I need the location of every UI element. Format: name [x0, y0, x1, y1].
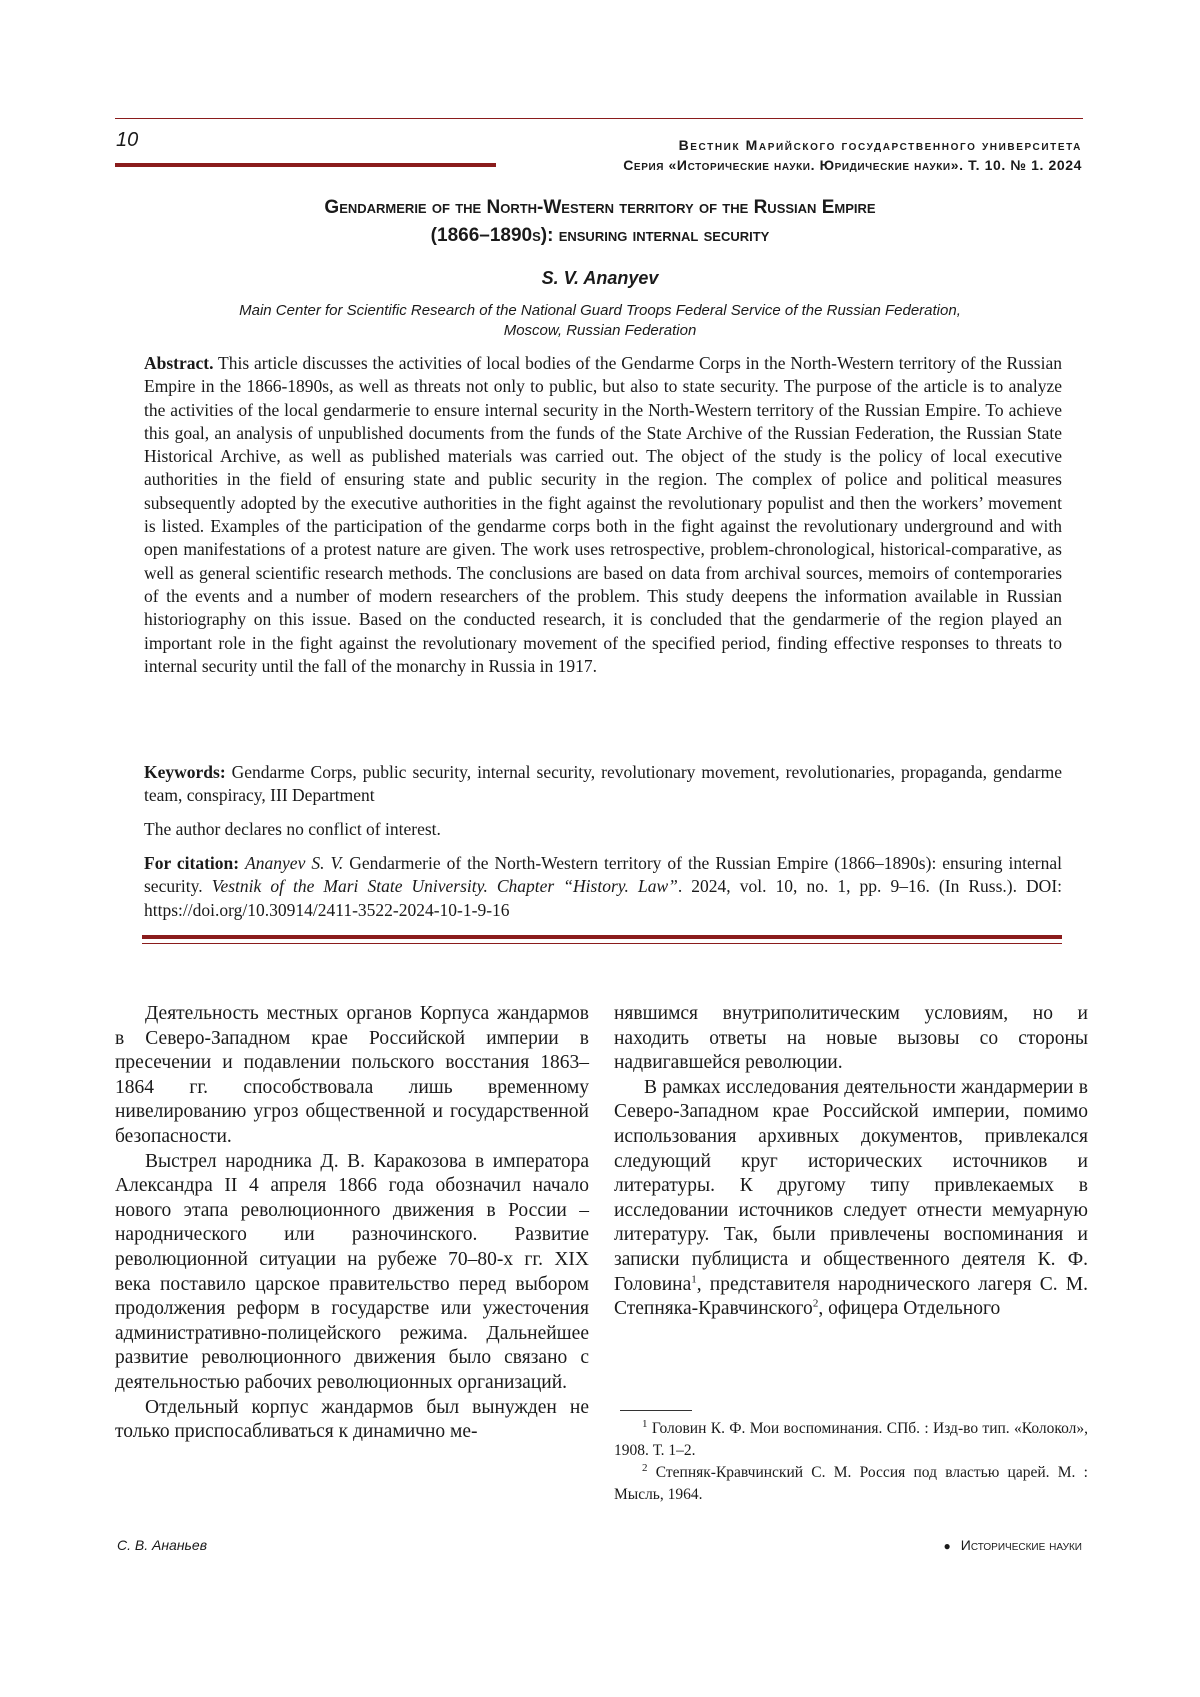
keywords-label: Keywords: [144, 762, 226, 782]
section-divider-thick [142, 935, 1062, 939]
body-paragraph: Отдельный корпус жандармов был вынужден не только приспосабливаться к динамично ме- [115, 1396, 589, 1443]
article-author: S. V. Ananyev [541, 268, 659, 288]
author-affiliation [200, 301, 1000, 341]
footer-author: С. В. Ананьев [117, 1537, 207, 1553]
body-column-right [614, 1002, 1088, 1322]
page-number: 10 [116, 129, 139, 151]
body-paragraph [614, 1076, 1088, 1322]
footnote-mark: 1 [642, 1417, 648, 1430]
body-text: , офицера Отдельного [818, 1298, 1001, 1320]
footnote-ref[interactable]: 2 [812, 1297, 819, 1310]
article-title-line2: (1866–1890s): ensuring internal security [430, 225, 770, 246]
body-text: , представителя народнического лагеря С. М. Степняка-Кравчинского [614, 1273, 1088, 1320]
keywords [144, 761, 1062, 808]
body-paragraph: нявшимся внутриполитическим условиям, но и находить ответы на новые вызовы со стороны надвигавшейся революции. [614, 1003, 1088, 1074]
body-paragraph: Деятельность местных органов Корпуса жандармов в Северо-Западном крае Российской империи в пресечении и подавлении польского восстания 1863–1864 гг. способствовала лишь временному нивелированию угроз общественной и государственной безопасности. [115, 1003, 589, 1147]
citation-journal: Vestnik of the Mari State University. Chapter “History. Law” [211, 876, 678, 897]
footer-section [944, 1537, 1082, 1553]
citation-details: . 2024, vol. 10, no. 1, pp. 9–16. (In Russ.). DOI: https://doi.org/10.30914/2411-3522-2024-10-1-9-16 [144, 876, 1063, 920]
section-divider-thin [142, 943, 1062, 944]
citation-title: Gendarmerie of the North-Western territory of the Russian Empire (1866–1890s): ensuring internal security. [144, 853, 1062, 897]
footnote-text: Головин К. Ф. Мои воспоминания. СПб. : Изд-во тип. «Колокол», 1908. Т. 1–2. [614, 1420, 1088, 1459]
bullet-icon: ● [943, 1539, 951, 1553]
affiliation-line1: Main Center for Scientific Research of the National Guard Troops Federal Service of the Russian Federation, [239, 302, 961, 319]
journal-series: Серия «Исторические науки. Юридические науки». Т. 10. № 1. 2024 [623, 157, 1082, 173]
header-accent-bar [115, 163, 496, 167]
keywords-text: Gendarme Corps, public security, internal security, revolutionary movement, revolutionaries, propaganda, gendarme team, conspiracy, III Department [144, 762, 1062, 806]
body-text: В рамках исследования деятельности жандармерии в Северо-Западном крае Российской империи, помимо использования архивных документов, привлекался следующий круг исторических источников и литературы. К другому типу привлекаемых в исследовании источников следует отнести мемуарную литературу. Так, были привлечены воспоминания и записки публициста и общественного деятеля К. Ф. Головина [614, 1076, 1088, 1295]
citation [144, 852, 1062, 922]
footnote [614, 1418, 1088, 1462]
conflict-of-interest: The author declares no conflict of interest. [144, 819, 441, 839]
abstract-label: Abstract. [144, 353, 214, 373]
citation-author: Ananyev S. V. [245, 853, 344, 873]
footnote [614, 1462, 1088, 1506]
article-title [140, 194, 1060, 250]
footnotes [614, 1418, 1088, 1506]
footnote-ref[interactable]: 1 [691, 1273, 697, 1286]
abstract [144, 352, 1062, 678]
footer-section-label: Исторические науки [960, 1537, 1082, 1553]
journal-name: Вестник Марийского государственного университета [678, 137, 1082, 153]
footnote-mark: 2 [642, 1461, 648, 1474]
body-column-left [115, 1002, 589, 1445]
body-paragraph: Выстрел народника Д. В. Каракозова в императора Александра II 4 апреля 1866 года обозначил начало нового этапа революционного движения в России – народнического или разночинского. Развитие революционной ситуации на рубеже 70–80-х гг. XIX века поставило царское правительство перед выбором продолжения реформ в государстве или ужесточения административно-полицейского режима. Дальнейшее развитие революционного движения было связано с деятельностью рабочих революционных организаций. [115, 1150, 589, 1393]
header-top-rule [115, 118, 1083, 119]
footnote-separator [620, 1410, 692, 1411]
citation-label: For citation: [144, 853, 240, 873]
footnote-text: Степняк-Кравчинский С. М. Россия под властью царей. М. : Мысль, 1964. [614, 1464, 1088, 1503]
article-title-line1: Gendarmerie of the North-Western territory of the Russian Empire [324, 197, 876, 218]
abstract-text: This article discusses the activities of local bodies of the Gendarme Corps in the North-Western territory of the Russian Empire in the 1866-1890s, as well as threats not only to public, but also to state security. The purpose of the article is to analyze the activities of the local gendarmerie to ensure internal security in the North-Western territory of the Russian Empire. To achieve this goal, an analysis of unpublished documents from the funds of the State Archive of the Russian Federation, the Russian State Historical Archive, as well as published materials was carried out. The object of the study is the policy of local executive authorities in the field of ensuring state and public security in the region. The complex of police and political measures subsequently adopted by the executive authorities in the fight against the revolutionary populist and then the workers’ movement is listed. Examples of the participation of the gendarme corps both in the fight against the revolutionary underground and with open manifestations of a protest nature are given. The work uses retrospective, problem-chronological, historical-comparative, as well as general scientific research methods. The conclusions are based on data from archival sources, memoirs of contemporaries of the events and a number of modern researchers of the problem. This study deepens the information available in Russian historiography on this issue. Based on the conducted research, it is concluded that the gendarmerie of the region played an important role in the fight against the revolutionary movement of the specified period, finding effective responses to threats to internal security until the fall of the monarchy in Russia in 1917. [144, 353, 1062, 676]
affiliation-line2: Moscow, Russian Federation [503, 322, 697, 339]
